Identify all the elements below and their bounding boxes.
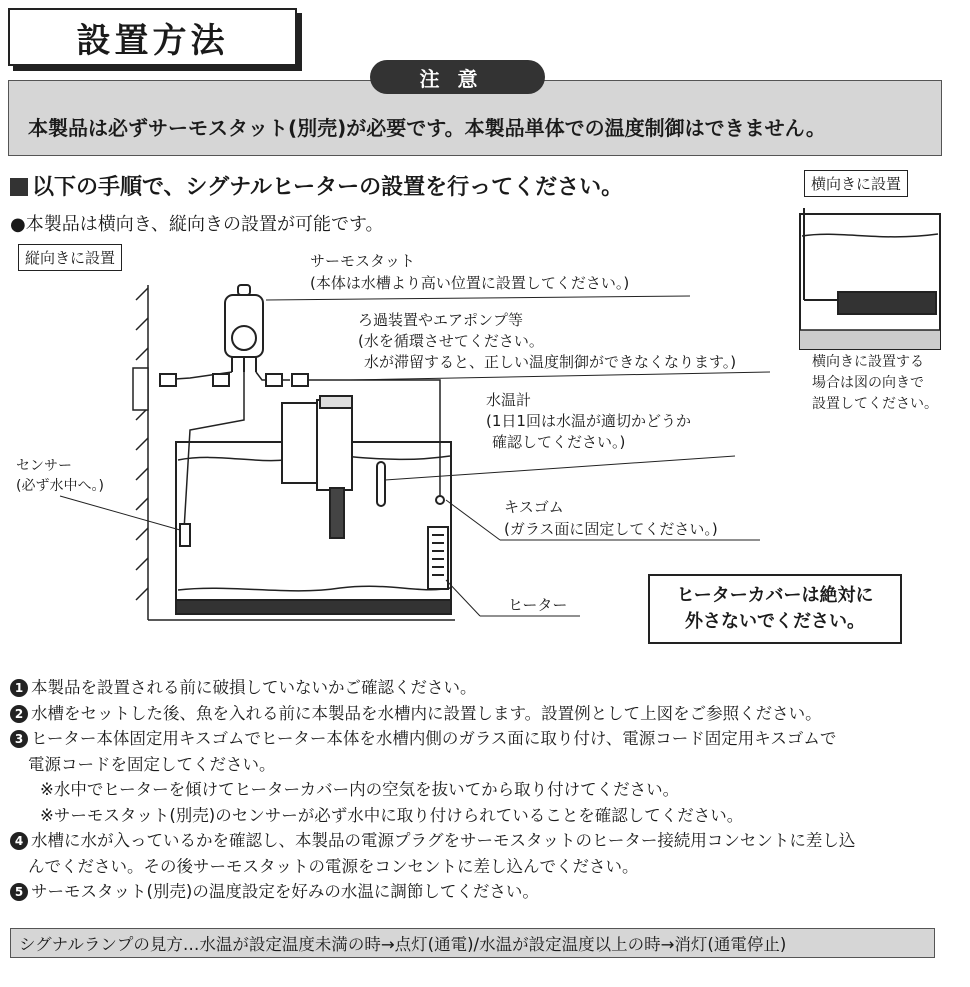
suction-cup-label: キスゴム (ガラス面に固定してください。) — [504, 498, 718, 538]
heater-label: ヒーター — [508, 596, 568, 614]
signal-lamp-guide: シグナルランプの見方…水温が設定温度未満の時→点灯(通電)/水温が設定温度以上の時→消灯(通電停止) — [10, 928, 935, 958]
thermometer-label: 水温計 (1日1回は水温が適切かどうか 確認してください。) — [486, 391, 691, 451]
horizontal-install-note: 横向きに設置する 場合は図の向きで 設置してください。 — [812, 354, 938, 412]
thermostat-label: サーモスタット (本体は水槽より高い位置に設置してください。) — [310, 252, 630, 292]
horizontal-install-label: 横向きに設置 — [804, 170, 908, 197]
step-4: 4 水槽に水が入っているかを確認し、本製品の電源プラグをサーモスタットのヒーター接続用コンセントに差し込 — [10, 828, 960, 854]
step-2: 2 水槽をセットした後、魚を入れる前に本製品を水槽内に設置します。設置例として上図をご参照ください。 — [10, 701, 960, 727]
thermometer-icon — [377, 462, 385, 506]
vertical-install-label: 縦向きに設置 — [18, 244, 122, 271]
filter-label: ろ過装置やエアポンプ等 (水を循環させてください。 水が滞留すると、正しい温度制御ができなくなります。) — [358, 311, 737, 371]
orientation-note: ●本製品は横向き、縦向きの設置が可能です。 — [10, 214, 384, 235]
step-5: 5 サーモスタット(別売)の温度設定を好みの水温に調節してください。 — [10, 879, 960, 905]
page-title: 設置方法 — [76, 20, 229, 61]
steps-list: 1 本製品を設置される前に破損していないかご確認ください。 2 水槽をセットした後、魚を入れる前に本製品を水槽内に設置します。設置例として上図をご参照ください。 3 ヒーター本体固定用キスゴムでヒーター本体を水槽内側のガラス面に取り付け、電源コード固定用キスゴムで 電源コードを固定してください。 ※水中でヒーターを傾けてヒーターカバー内の空気を抜いてから取り付けてください。 ※サーモスタット(別売)のセンサーが必ず水中に取り付けられていることを確認してください。 4 水槽に水が入っているかを確認し、本製品の電源プラグをサーモスタットのヒーター接続用コンセントに差し込 んでください。その後サーモスタットの電源をコンセントに差し込んでください。 5 サーモスタット(別売)の温度設定を好みの水温に調節してください。 — [10, 675, 960, 905]
horizontal-install-diagram — [800, 208, 940, 349]
step-1: 1 本製品を設置される前に破損していないかご確認ください。 — [10, 675, 960, 701]
sensor-icon — [180, 524, 190, 546]
caution-label: 注意 — [370, 60, 545, 94]
heater-icon — [428, 496, 448, 589]
section-heading-text: 以下の手順で、シグナルヒーターの設置を行ってください。 — [32, 175, 624, 200]
step-3: 3 ヒーター本体固定用キスゴムでヒーター本体を水槽内側のガラス面に取り付け、電源コード固定用キスゴムで — [10, 726, 960, 752]
caution-text: 本製品は必ずサーモスタット(別売)が必要です。本製品単体での温度制御はできません。 — [28, 116, 826, 140]
sensor-label: センサー (必ず水中へ。) — [16, 458, 104, 494]
heater-cover-warning: ヒーターカバーは絶対に 外さないでください。 — [648, 574, 902, 644]
filter-icon — [282, 396, 352, 538]
